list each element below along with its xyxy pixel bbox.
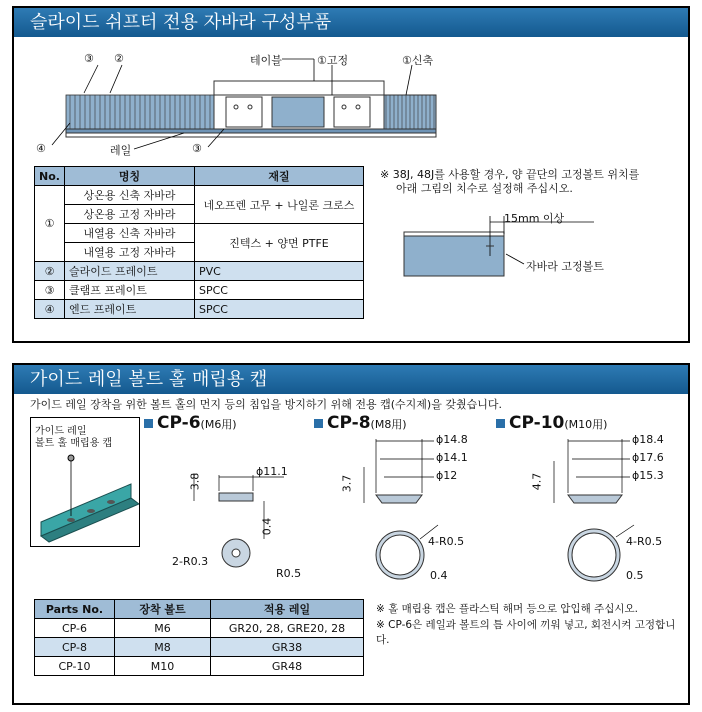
parts-cell: M6: [115, 619, 211, 638]
table-label: 테이블: [250, 54, 282, 67]
callout-3-bottom: ③: [192, 142, 202, 155]
row-material: 네오프렌 고무 + 나일론 크로스: [195, 186, 364, 224]
header-rail: 적용 레일: [211, 600, 364, 619]
cp6-dim: R0.5: [276, 567, 302, 580]
cp6-dim: 2-R0.3: [172, 555, 209, 568]
cp6-dim: 3.8: [188, 472, 202, 491]
row-no: ②: [35, 262, 65, 281]
row-no: ①: [35, 186, 65, 262]
parts-table: [34, 599, 364, 676]
cp8-dim: 4-R0.5: [428, 535, 465, 548]
callout-2: ②: [114, 52, 124, 65]
row-name: 상온용 고정 자바라: [65, 205, 195, 224]
row-name: 엔드 프레이트: [65, 300, 195, 319]
note-line-2: 아래 그림의 치수로 설정해 주십시오.: [396, 182, 573, 195]
parts-cell: CP-6: [35, 619, 115, 638]
callout-4: ④: [36, 142, 46, 155]
cp10-dim: ϕ18.4: [632, 433, 664, 446]
row-no: ④: [35, 300, 65, 319]
callout-3: ③: [84, 52, 94, 65]
header-name: 명칭: [65, 167, 195, 186]
note-line-1: ※ 38J, 48J를 사용할 경우, 양 끝단의 고정볼트 위치를: [380, 168, 640, 181]
parts-cell: CP-8: [35, 638, 115, 657]
row-material: PVC: [195, 262, 364, 281]
cp8-dim: 0.4: [430, 569, 448, 582]
row-name: 슬라이드 프레이트: [65, 262, 195, 281]
header-parts-no: Parts No.: [35, 600, 115, 619]
cp10-dim: 0.5: [626, 569, 644, 582]
cp6-dim: 0.4: [260, 517, 274, 536]
materials-table: [34, 166, 364, 319]
bellows-parts-panel: [12, 6, 690, 343]
fixed-label: ①고정: [317, 54, 349, 67]
parts-cell: GR20, 28, GRE20, 28: [211, 619, 364, 638]
cp8-dim: ϕ12: [436, 469, 458, 482]
note-1: ※ 홀 매립용 캡은 플라스틱 해머 등으로 압입해 주십시오.: [376, 603, 638, 615]
cap-title-cp8: CP-8(M8用): [314, 413, 407, 433]
header-material: 재질: [195, 167, 364, 186]
parts-cell: CP-10: [35, 657, 115, 676]
dimension-label: 15mm 이상: [504, 212, 565, 225]
photo-caption-2: 볼트 홀 매립용 캡: [35, 438, 113, 449]
note-2: ※ CP-6은 레일과 볼트의 틈 사이에 끼워 넣고, 회전시켜 고정합니다.: [376, 619, 676, 646]
row-name: 클램프 프레이트: [65, 281, 195, 300]
cap-title-cp10: CP-10(M10用): [496, 413, 607, 433]
intro-text: 가이드 레일 장착을 위한 볼트 홀의 먼지 등의 침입을 방지하기 위해 전용 캡(수지제)을 갖췄습니다.: [30, 398, 502, 411]
bolt-label: 자바라 고정볼트: [526, 260, 604, 273]
section-title: 가이드 레일 볼트 홀 매립용 캡: [14, 365, 688, 394]
cp10-dim: ϕ17.6: [632, 451, 664, 464]
header-no: No.: [35, 167, 65, 186]
parts-cell: M10: [115, 657, 211, 676]
cp10-dim: ϕ15.3: [632, 469, 664, 482]
row-name: 상온용 신축 자바라: [65, 186, 195, 205]
photo-caption-1: 가이드 레일: [35, 426, 87, 437]
cp8-dim: 3.7: [340, 474, 354, 493]
cp10-dim: 4-R0.5: [626, 535, 663, 548]
cp8-dim: ϕ14.8: [436, 433, 468, 446]
rail-photo-illustration: [31, 418, 139, 546]
parts-cell: GR38: [211, 638, 364, 657]
parts-cell: GR48: [211, 657, 364, 676]
row-no: ③: [35, 281, 65, 300]
expand-label: ①신축: [402, 54, 434, 67]
bolt-hole-cap-panel: [12, 363, 690, 705]
rail-photo: [30, 417, 140, 547]
row-material: SPCC: [195, 281, 364, 300]
row-name: 내열용 신축 자바라: [65, 224, 195, 243]
cp10-dim: 4.7: [530, 472, 544, 491]
cp6-dim: ϕ11.1: [256, 465, 288, 478]
row-material: 진텍스 + 양면 PTFE: [195, 224, 364, 262]
row-material: SPCC: [195, 300, 364, 319]
rail-label: 레일: [110, 144, 132, 157]
header-bolt: 장착 볼트: [115, 600, 211, 619]
section-title: 슬라이드 쉬프터 전용 자바라 구성부품: [14, 8, 688, 37]
parts-cell: M8: [115, 638, 211, 657]
row-name: 내열용 고정 자바라: [65, 243, 195, 262]
cp8-dim: ϕ14.1: [436, 451, 468, 464]
cap-title-cp6: CP-6(M6用): [144, 413, 237, 433]
